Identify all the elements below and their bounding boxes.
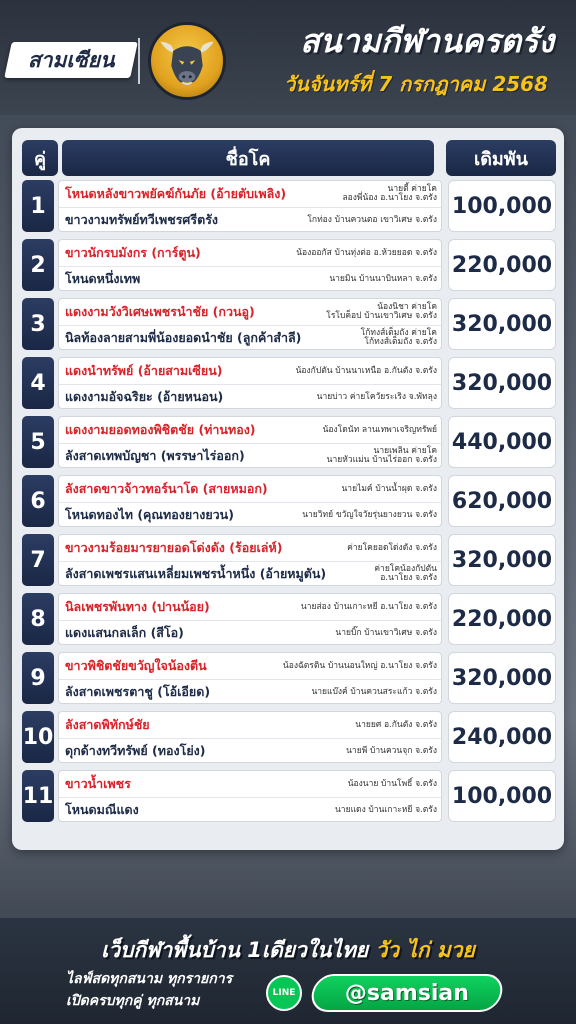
owner-line: นายบ่าว ค่ายโควัยระเริง จ.พัทลุง bbox=[316, 391, 437, 402]
owner-info bbox=[344, 780, 437, 789]
bet-amount: 320,000 bbox=[448, 534, 556, 586]
table-row bbox=[22, 357, 556, 409]
owner-line: ลองพี่น้อง อ.นาโยง จ.ตรัง bbox=[342, 193, 437, 203]
owner-info bbox=[313, 393, 437, 402]
owner-line: น้องโดนัท ลานเทพาเจริญทรัพย์ bbox=[322, 424, 437, 435]
blue-corner-bull-name: ลังสาดเทพบัญชา (พรรษาไร่ออก) bbox=[65, 448, 245, 463]
owner-info bbox=[298, 511, 437, 520]
red-corner-bull-name: ขาวงามร้อยมารยายอดโด่งดัง (ร้อยเล่ห์) bbox=[65, 540, 283, 555]
owner-info bbox=[307, 688, 437, 697]
column-header-bet: เดิมพัน bbox=[446, 140, 556, 176]
owner-info bbox=[343, 544, 437, 553]
table-row bbox=[22, 239, 556, 291]
owner-info bbox=[331, 806, 437, 815]
owner-line: ค่ายโคน้องกัปตัน bbox=[374, 564, 437, 575]
owner-info bbox=[325, 275, 437, 284]
footer-subtext-live: ไลฟ์สดทุกสนาม ทุกรายการ bbox=[66, 971, 233, 987]
match-pair bbox=[58, 534, 442, 586]
red-corner-line bbox=[65, 476, 437, 502]
blue-corner-bull-name: ดุกด้างทวีทรัพย์ (ทองโย่ง) bbox=[65, 743, 206, 758]
match-number: 5 bbox=[22, 416, 54, 468]
owner-line: นายเพลิน ค่ายโค bbox=[373, 446, 437, 457]
owner-line: นายบิ๊ก บ้านเขาวิเศษ จ.ตรัง bbox=[335, 627, 437, 638]
blue-corner-line bbox=[65, 207, 437, 232]
owner-info bbox=[297, 603, 437, 612]
line-id-button[interactable] bbox=[309, 974, 506, 1012]
owner-line: น้องกัปตัน บ้านนาเหนือ อ.กันตัง จ.ตรัง bbox=[295, 365, 437, 376]
red-corner-line bbox=[65, 535, 437, 561]
red-corner-line bbox=[65, 240, 437, 266]
owner-info bbox=[357, 329, 437, 347]
blue-corner-line bbox=[65, 384, 437, 409]
owner-info bbox=[331, 629, 437, 638]
red-corner-line bbox=[65, 299, 437, 325]
owner-line: น้องฉัตรติน บ้านนอนใหญ่ อ.นาโยง จ.ตรัง bbox=[282, 660, 437, 671]
table-row bbox=[22, 180, 556, 232]
brand-divider bbox=[138, 38, 140, 84]
red-corner-line bbox=[65, 358, 437, 384]
red-corner-bull-name: ขาวนักรบมังกร (การ์ตูน) bbox=[65, 245, 201, 260]
bet-amount: 440,000 bbox=[448, 416, 556, 468]
blue-corner-bull-name: ขาวงามทรัพย์ทวีเพชรศรีตรัง bbox=[65, 212, 219, 227]
tagline-highlight: วัว ไก่ มวย bbox=[375, 938, 475, 962]
match-number: 11 bbox=[22, 770, 54, 822]
match-pair bbox=[58, 298, 442, 350]
owner-line: นายวิทย์ ขวัญใจวัยรุ่นยางยวน จ.ตรัง bbox=[302, 509, 437, 520]
owner-info bbox=[279, 662, 437, 671]
match-pair bbox=[58, 357, 442, 409]
match-number: 10 bbox=[22, 711, 54, 763]
owner-info bbox=[370, 565, 437, 583]
blue-corner-line bbox=[65, 679, 437, 704]
blue-corner-line bbox=[65, 502, 437, 527]
owner-line: น้องนิชา ค่ายโค bbox=[377, 302, 437, 313]
bull-logo-icon bbox=[148, 22, 226, 100]
red-corner-bull-name: แดงนำทรัพย์ (อ้ายสามเซียน) bbox=[65, 363, 223, 378]
owner-info bbox=[338, 185, 437, 203]
red-corner-bull-name: แดงงามยอดทองพิชิตชัย (ท่านทอง) bbox=[65, 422, 256, 437]
match-number: 2 bbox=[22, 239, 54, 291]
table-row bbox=[22, 770, 556, 822]
owner-info bbox=[351, 721, 437, 730]
owner-line: โกท่อง บ้านควนตอ เขาวิเศษ จ.ตรัง bbox=[307, 214, 437, 225]
blue-corner-line bbox=[65, 443, 437, 468]
owner-info bbox=[342, 747, 437, 756]
match-pair bbox=[58, 475, 442, 527]
red-corner-bull-name: โหนดหลังขาวพยัคฆ์กันภัย (อ้ายตับเพลิง) bbox=[65, 186, 287, 201]
owner-line: นายยศ อ.กันตัง จ.ตรัง bbox=[355, 719, 437, 730]
table-row bbox=[22, 652, 556, 704]
match-pair bbox=[58, 180, 442, 232]
bet-amount: 620,000 bbox=[448, 475, 556, 527]
blue-corner-line bbox=[65, 620, 437, 645]
match-number: 8 bbox=[22, 593, 54, 645]
match-pair bbox=[58, 652, 442, 704]
line-app-icon[interactable]: LINE bbox=[266, 975, 302, 1011]
match-number: 9 bbox=[22, 652, 54, 704]
table-row bbox=[22, 298, 556, 350]
red-corner-line bbox=[65, 181, 437, 207]
owner-info bbox=[337, 485, 437, 494]
owner-info bbox=[303, 216, 437, 225]
table-row bbox=[22, 534, 556, 586]
owner-line: โก้ทงส์เต็มถัง จ.ตรัง bbox=[364, 337, 437, 347]
match-pair bbox=[58, 593, 442, 645]
owner-line: นายส่อง บ้านเกาะหยี อ.นาโยง จ.ตรัง bbox=[300, 601, 437, 612]
bet-amount: 220,000 bbox=[448, 593, 556, 645]
column-header-no: คู่ bbox=[22, 140, 58, 176]
table-row bbox=[22, 593, 556, 645]
owner-line: อ.นาโยง จ.ตรัง bbox=[380, 573, 437, 583]
owner-line: นายแบ๊งค์ บ้านควนสระแก้ว จ.ตรัง bbox=[311, 686, 437, 697]
owner-info bbox=[323, 447, 437, 465]
line-id-label: @samsian bbox=[344, 980, 469, 1006]
owner-line: ค่ายโคยอดโด่งดัง จ.ตรัง bbox=[347, 542, 437, 553]
match-pair bbox=[58, 711, 442, 763]
match-number: 6 bbox=[22, 475, 54, 527]
brand-name: สามเซียน bbox=[27, 47, 115, 72]
bet-amount: 320,000 bbox=[448, 652, 556, 704]
match-number: 3 bbox=[22, 298, 54, 350]
blue-corner-line bbox=[65, 738, 437, 763]
owner-line: โรโบค็อป บ้านเขาวิเศษ จ.ตรัง bbox=[326, 311, 437, 321]
owner-line: นายไมค์ บ้านน้ำผุด จ.ตรัง bbox=[341, 483, 437, 494]
match-pair bbox=[58, 770, 442, 822]
red-corner-line bbox=[65, 771, 437, 797]
owner-line: นายพี บ้านควนจุก จ.ตรัง bbox=[346, 745, 437, 756]
match-number: 4 bbox=[22, 357, 54, 409]
header bbox=[0, 0, 576, 115]
red-corner-line bbox=[65, 712, 437, 738]
blue-corner-bull-name: โหนดมณีแดง bbox=[65, 802, 139, 817]
owner-info bbox=[322, 303, 437, 321]
bet-amount: 320,000 bbox=[448, 357, 556, 409]
event-date: วันจันทร์ที่ 7 กรกฎาคม 2568 bbox=[283, 72, 548, 96]
match-pair bbox=[58, 239, 442, 291]
blue-corner-bull-name: แดงแสนกลเล็ก (สีโอ) bbox=[65, 625, 184, 640]
owner-info bbox=[319, 426, 437, 435]
blue-corner-line bbox=[65, 266, 437, 291]
owner-info bbox=[292, 367, 437, 376]
red-corner-bull-name: นิลเพชรพันทาง (ปานน้อย) bbox=[65, 599, 210, 614]
bet-amount: 220,000 bbox=[448, 239, 556, 291]
footer-tagline bbox=[0, 934, 576, 967]
blue-corner-line bbox=[65, 797, 437, 822]
blue-corner-bull-name: ลังสาดเพชรตาชู (โอ้เอียด) bbox=[65, 684, 211, 699]
red-corner-bull-name: ลังสาดพิทักษ์ชัย bbox=[65, 717, 150, 732]
bet-amount: 320,000 bbox=[448, 298, 556, 350]
red-corner-bull-name: ขาวพิชิตชัยขวัญใจน้องตีน bbox=[65, 658, 207, 673]
red-corner-bull-name: แดงงามวังวิเศษเพชรนำชัย (กวนอู) bbox=[65, 304, 255, 319]
owner-line: น้องออกัส บ้านทุ่งต่อ อ.ห้วยยอด จ.ตรัง bbox=[296, 247, 437, 258]
owner-line: นายหัวแม่น บ้านไร่ออก จ.ตรัง bbox=[326, 455, 437, 465]
owner-line: น้องนาย บ้านโพธิ์ จ.ตรัง bbox=[347, 778, 437, 789]
footer-subtext-all: เปิดครบทุกคู่ ทุกสนาม bbox=[66, 993, 200, 1009]
red-corner-line bbox=[65, 653, 437, 679]
blue-corner-bull-name: โหนดทองไท (คุณทองยางยวน) bbox=[65, 507, 234, 522]
red-corner-bull-name: ขาวน้ำเพชร bbox=[65, 776, 131, 791]
column-header-name: ชื่อโค bbox=[62, 140, 434, 176]
owner-info bbox=[292, 249, 437, 258]
tagline-main: เว็บกีฬาพื้นบ้าน 1เดียวในไทย bbox=[101, 938, 369, 962]
table-row bbox=[22, 475, 556, 527]
red-corner-line bbox=[65, 417, 437, 443]
blue-corner-bull-name: โหนดหนึ่งเทพ bbox=[65, 271, 141, 286]
brand-badge bbox=[4, 42, 138, 78]
table-row bbox=[22, 711, 556, 763]
match-table bbox=[12, 128, 564, 850]
owner-line: โก้ทงส์เต็มถัง ค่ายโค bbox=[360, 328, 437, 339]
bet-amount: 100,000 bbox=[448, 770, 556, 822]
match-number: 1 bbox=[22, 180, 54, 232]
blue-corner-line bbox=[65, 561, 437, 586]
blue-corner-line bbox=[65, 325, 437, 350]
blue-corner-bull-name: นิลท้องลายสามพี่น้องยอดนำชัย (ลูกค้าสำลี) bbox=[65, 330, 302, 345]
red-corner-bull-name: ลังสาดขาวจ้าวทอร์นาโด (สายหมอก) bbox=[65, 481, 268, 496]
owner-line: นายตี้ ค่ายโค bbox=[387, 184, 437, 195]
match-number: 7 bbox=[22, 534, 54, 586]
red-corner-line bbox=[65, 594, 437, 620]
owner-line: นายมิน บ้านนาบินหลา จ.ตรัง bbox=[329, 273, 437, 284]
page-title: สนามกีฬานครตรัง bbox=[300, 22, 554, 60]
blue-corner-bull-name: ลังสาดเพชรแสนเหลี่ยมเพชรน้ำหนึ่ง (อ้ายหมูตัน) bbox=[65, 566, 327, 581]
owner-line: นายแดง บ้านเกาะหยี จ.ตรัง bbox=[335, 804, 437, 815]
match-pair bbox=[58, 416, 442, 468]
bet-amount: 240,000 bbox=[448, 711, 556, 763]
table-row bbox=[22, 416, 556, 468]
bet-amount: 100,000 bbox=[448, 180, 556, 232]
blue-corner-bull-name: แดงงามอัจฉริยะ (อ้ายหนอน) bbox=[65, 389, 224, 404]
